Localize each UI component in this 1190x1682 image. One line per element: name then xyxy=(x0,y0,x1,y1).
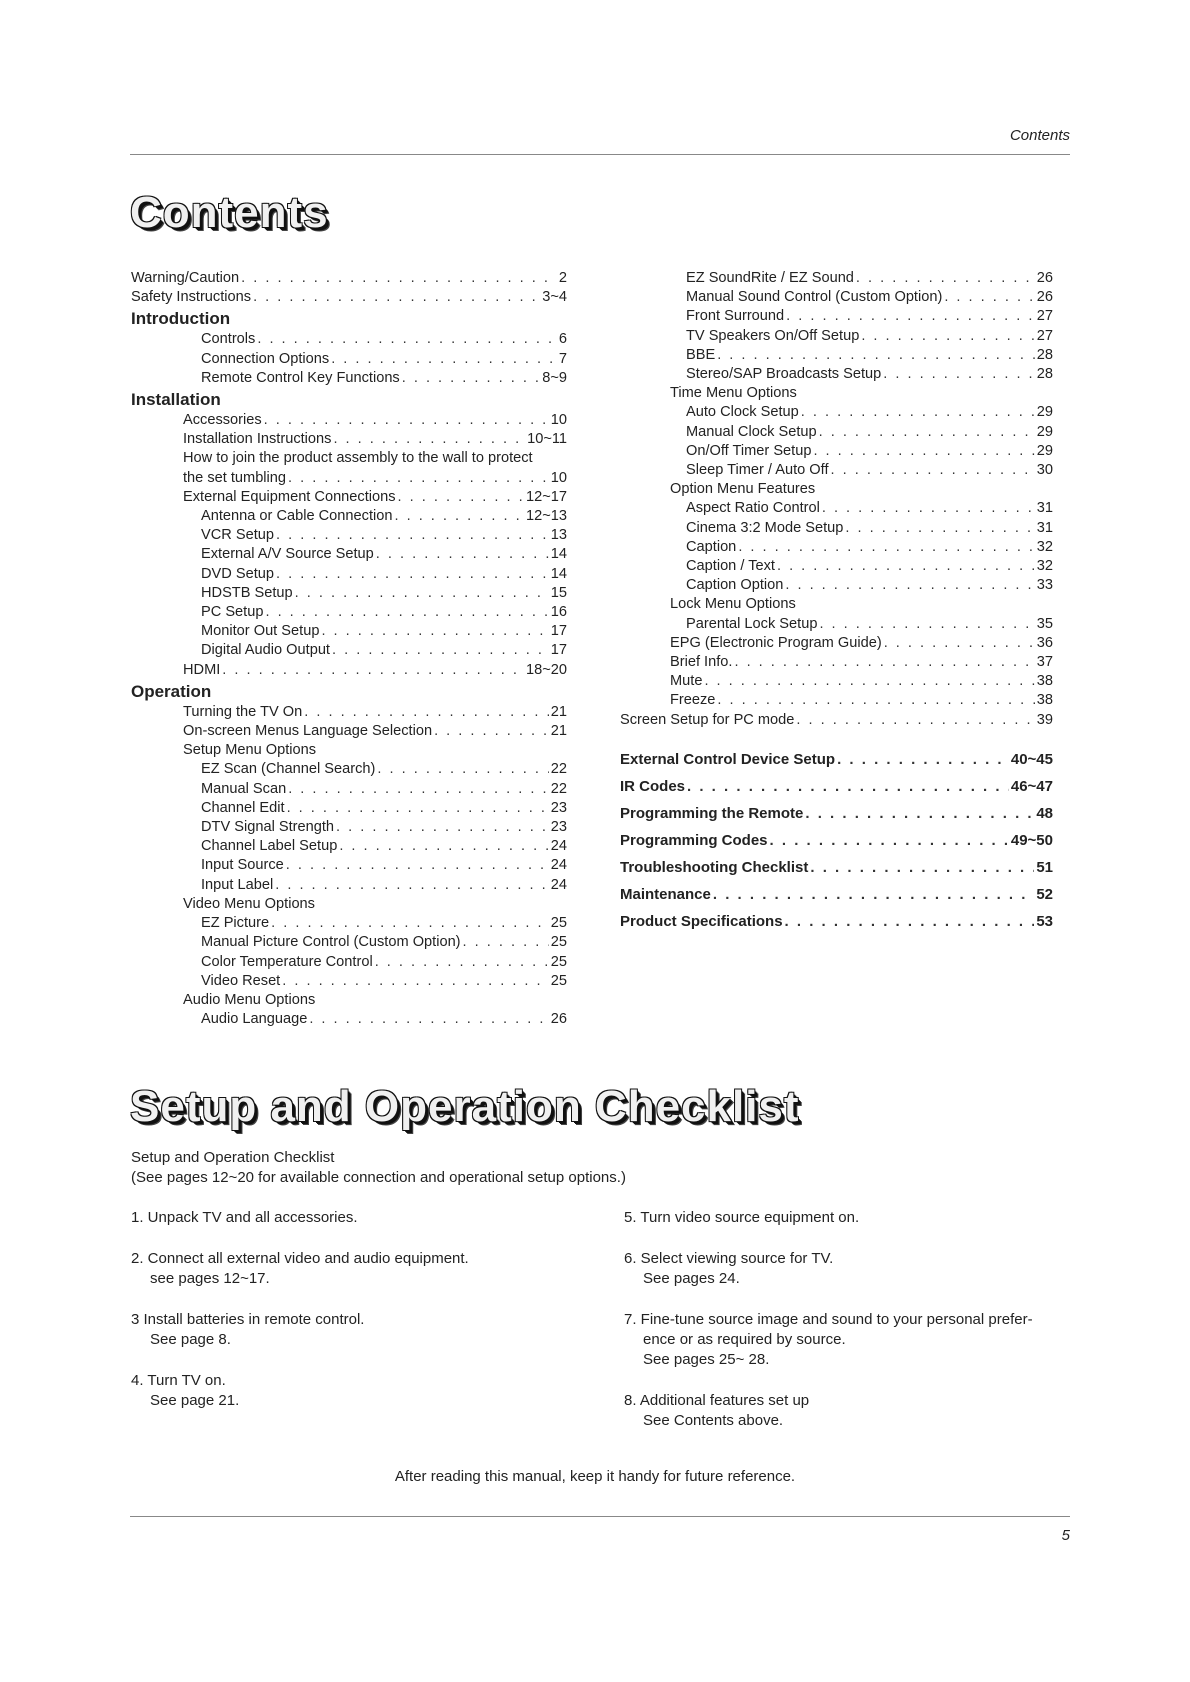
toc-entry xyxy=(131,288,567,307)
toc-entry-title: Connection Options xyxy=(201,350,330,367)
toc-subheading: Setup Menu Options xyxy=(183,742,317,759)
toc-entry-page: 10~11 xyxy=(527,431,567,448)
toc-entry-page: 29 xyxy=(1036,423,1053,440)
toc-entry-page: 28 xyxy=(1036,346,1053,363)
toc-entry-title: On-screen Menus Language Selection xyxy=(183,723,433,740)
toc-entry-page: 38 xyxy=(1036,692,1053,709)
toc-entry-title: Freeze xyxy=(670,692,716,709)
toc-entry-page: 23 xyxy=(550,819,567,836)
toc-entry-page: 51 xyxy=(1036,858,1053,876)
toc-leader-dots xyxy=(770,827,1009,854)
toc-leader-dots xyxy=(884,634,1035,653)
checklist-step xyxy=(131,1208,601,1228)
toc-leader-dots xyxy=(275,876,549,895)
toc-entry-page: 36 xyxy=(1036,634,1053,651)
toc-entry-title: Troubleshooting Checklist xyxy=(620,858,809,876)
checklist-step-reference: See page 8. xyxy=(150,1331,231,1348)
toc-entry-title: Channel Label Setup xyxy=(201,838,338,855)
toc-subheading: How to join the product assembly to the wall to protect xyxy=(183,450,533,467)
toc-entry xyxy=(131,856,567,875)
toc-entry-title: Input Source xyxy=(201,857,284,874)
toc-subheading: Option Menu Features xyxy=(670,481,816,498)
checklist-step xyxy=(131,1249,601,1289)
toc-entry xyxy=(131,818,567,837)
header-divider xyxy=(130,154,1070,155)
toc-entry-page: 18~20 xyxy=(526,661,567,678)
toc-leader-dots xyxy=(738,538,1034,557)
toc-leader-dots xyxy=(713,881,1034,908)
toc-entry-title: Mute xyxy=(670,673,703,690)
toc-leader-dots xyxy=(288,780,549,799)
checklist-step-text: 5. Turn video source equipment on. xyxy=(624,1209,860,1226)
toc-section-heading: Operation xyxy=(131,681,212,701)
toc-entry-title: Caption / Text xyxy=(686,558,775,575)
toc-leader-dots xyxy=(288,469,549,488)
toc-entry-title: Input Label xyxy=(201,876,274,893)
toc-entry xyxy=(620,442,1053,461)
checklist-left-steps xyxy=(131,1208,601,1411)
toc-leader-dots xyxy=(717,691,1034,710)
toc-entry-page: 48 xyxy=(1036,804,1053,822)
toc-entry xyxy=(131,369,567,388)
toc-entry-title: External Equipment Connections xyxy=(183,488,396,505)
toc-entry-title: Installation Instructions xyxy=(183,431,332,448)
checklist-step xyxy=(131,1310,601,1350)
checklist-step-reference: See Contents above. xyxy=(643,1412,784,1429)
toc-entry-page: 7 xyxy=(558,350,567,367)
toc-subheading: Video Menu Options xyxy=(183,895,315,912)
checklist-step xyxy=(624,1249,1070,1289)
toc-leader-dots xyxy=(398,488,524,507)
toc-entry-title: Screen Setup for PC mode xyxy=(620,711,795,728)
toc-entry xyxy=(620,499,1053,518)
toc-leader-dots xyxy=(463,933,549,952)
checklist-intro-note: (See pages 12~20 for available connection and operational setup options.) xyxy=(131,1169,626,1186)
toc-entry-title: Caption xyxy=(686,538,737,555)
toc-subheading: Audio Menu Options xyxy=(183,991,316,1008)
toc-leader-dots xyxy=(810,854,1034,881)
toc-entry-title: Manual Sound Control (Custom Option) xyxy=(686,289,943,306)
toc-entry xyxy=(131,565,567,584)
toc-entry-title: TV Speakers On/Off Setup xyxy=(686,327,860,344)
toc-major-entry xyxy=(620,854,1053,881)
toc-entry xyxy=(131,799,567,818)
toc-leader-dots xyxy=(376,545,549,564)
toc-entry-title: Parental Lock Setup xyxy=(686,615,818,632)
toc-leader-dots xyxy=(253,288,540,307)
toc-leader-dots xyxy=(287,799,549,818)
toc-entry-page: 38 xyxy=(1036,673,1053,690)
checklist-step-reference: See page 21. xyxy=(150,1392,240,1409)
checklist-step-reference: See pages 24. xyxy=(643,1270,740,1287)
toc-entry xyxy=(131,330,567,349)
toc-entry-title: BBE xyxy=(686,346,716,363)
toc-leader-dots xyxy=(883,365,1035,384)
toc-entry-page: 22 xyxy=(550,761,567,778)
checklist-step-text: 2. Connect all external video and audio equipment. xyxy=(131,1250,469,1267)
toc-entry-page: 8~9 xyxy=(542,369,567,386)
toc-major-sections xyxy=(620,746,1053,935)
toc-entry xyxy=(131,661,567,680)
checklist-right-steps xyxy=(624,1208,1070,1431)
toc-entry-page: 24 xyxy=(550,838,567,855)
toc-entry-title: Stereo/SAP Broadcasts Setup xyxy=(686,366,882,383)
toc-entry-page: 23 xyxy=(550,799,567,816)
toc-entry-title: DVD Setup xyxy=(201,565,275,582)
toc-entry-title: Safety Instructions xyxy=(131,289,252,306)
toc-entry xyxy=(131,411,567,430)
toc-entry-title: the set tumbling xyxy=(183,469,287,486)
toc-entry-page: 25 xyxy=(550,934,567,951)
toc-major-entry xyxy=(620,800,1053,827)
toc-entry-page: 32 xyxy=(1036,538,1053,555)
checklist-step-text: 8. Additional features set up xyxy=(624,1392,810,1409)
toc-entry xyxy=(620,365,1053,384)
toc-leader-dots xyxy=(777,557,1035,576)
toc-leader-dots xyxy=(304,703,549,722)
toc-entry-title: Video Reset xyxy=(201,972,281,989)
toc-leader-dots xyxy=(375,953,549,972)
toc-entry xyxy=(620,634,1053,653)
contents-title: Contents xyxy=(130,188,329,237)
toc-leader-dots xyxy=(785,576,1034,595)
toc-entry xyxy=(131,876,567,895)
toc-entry xyxy=(131,1010,567,1029)
toc-leader-dots xyxy=(837,746,1009,773)
toc-entry-page: 31 xyxy=(1036,519,1053,536)
checklist-step xyxy=(624,1310,1070,1370)
toc-leader-dots xyxy=(331,350,557,369)
toc-entry xyxy=(620,288,1053,307)
checklist-step-reference: see pages 12~17. xyxy=(150,1270,270,1287)
page-number: 5 xyxy=(1061,1527,1070,1544)
toc-entry-page: 35 xyxy=(1036,615,1053,632)
toc-leader-dots xyxy=(336,818,549,837)
running-header: Contents xyxy=(1009,127,1070,144)
toc-entry xyxy=(131,780,567,799)
toc-entry xyxy=(131,622,567,641)
toc-leader-dots xyxy=(786,307,1035,326)
toc-entry-page: 3~4 xyxy=(542,289,567,306)
toc-leader-dots xyxy=(321,622,548,641)
toc-subheading: Time Menu Options xyxy=(670,385,797,402)
toc-entry-page: 52 xyxy=(1036,885,1053,903)
checklist-step-reference: ence or as required by source. xyxy=(643,1331,846,1348)
toc-leader-dots xyxy=(687,773,1009,800)
toc-entry-title: Product Specifications xyxy=(620,912,783,930)
toc-entry-title: Programming Codes xyxy=(620,831,768,849)
toc-entry-title: Remote Control Key Functions xyxy=(201,369,400,386)
toc-entry-title: IR Codes xyxy=(620,777,686,795)
toc-entry-page: 21 xyxy=(550,723,567,740)
checklist-intro-title: Setup and Operation Checklist xyxy=(131,1149,335,1166)
toc-leader-dots xyxy=(831,461,1035,480)
toc-major-entry xyxy=(620,773,1053,800)
toc-entry-page: 25 xyxy=(550,953,567,970)
toc-entry-page: 24 xyxy=(550,857,567,874)
checklist-step-text: 3 Install batteries in remote control. xyxy=(131,1311,365,1328)
checklist-step-text: 7. Fine-tune source image and sound to your personal prefer- xyxy=(624,1311,1033,1328)
toc-major-entry xyxy=(620,881,1053,908)
toc-entry-title: HDSTB Setup xyxy=(201,584,293,601)
toc-entry-page: 2 xyxy=(558,270,567,286)
toc-entry-title: Digital Audio Output xyxy=(201,642,330,659)
checklist-step-text: 6. Select viewing source for TV. xyxy=(624,1250,834,1267)
checklist-step xyxy=(624,1208,1070,1228)
toc-entry-title: EZ SoundRite / EZ Sound xyxy=(686,270,854,286)
toc-leader-dots xyxy=(785,908,1035,935)
toc-entry-title: Manual Clock Setup xyxy=(686,423,817,440)
checklist-intro xyxy=(131,1148,626,1188)
checklist-step-reference: See pages 25~ 28. xyxy=(643,1351,770,1368)
toc-entry xyxy=(131,545,567,564)
toc-entry-page: 26 xyxy=(550,1011,567,1028)
toc-entry xyxy=(620,423,1053,442)
toc-entry-page: 17 xyxy=(550,623,567,640)
toc-entry-title: Sleep Timer / Auto Off xyxy=(686,462,829,479)
toc-entry-title: EZ Scan (Channel Search) xyxy=(201,761,376,778)
toc-entry-title: Color Temperature Control xyxy=(201,953,373,970)
toc-entry-page: 29 xyxy=(1036,442,1053,459)
toc-entry xyxy=(620,519,1053,538)
toc-leader-dots xyxy=(333,430,525,449)
toc-leader-dots xyxy=(717,346,1035,365)
toc-leader-dots xyxy=(377,760,548,779)
toc-entry xyxy=(131,837,567,856)
toc-entry-page: 10 xyxy=(550,469,567,486)
toc-entry-title: Aspect Ratio Control xyxy=(686,500,820,517)
toc-entry xyxy=(131,507,567,526)
toc-entry-title: External A/V Source Setup xyxy=(201,546,374,563)
toc-leader-dots xyxy=(805,800,1034,827)
toc-entry-title: Cinema 3:2 Mode Setup xyxy=(686,519,844,536)
toc-entry xyxy=(131,603,567,622)
toc-leader-dots xyxy=(734,653,1034,672)
toc-entry-title: Channel Edit xyxy=(201,799,285,816)
closing-note: After reading this manual, keep it handy for future reference. xyxy=(394,1468,796,1485)
toc-entry xyxy=(620,538,1053,557)
toc-entry-page: 26 xyxy=(1036,270,1053,286)
toc-entry xyxy=(131,972,567,991)
toc-entry xyxy=(620,653,1053,672)
toc-entry-title: HDMI xyxy=(183,661,221,678)
checklist-step-text: 4. Turn TV on. xyxy=(131,1372,226,1389)
toc-entry-page: 14 xyxy=(550,565,567,582)
toc-entry xyxy=(620,711,1053,730)
toc-entry-page: 14 xyxy=(550,546,567,563)
toc-entry xyxy=(131,430,567,449)
toc-entry xyxy=(131,760,567,779)
toc-leader-dots xyxy=(339,837,548,856)
toc-entry-title: Controls xyxy=(201,331,256,348)
toc-entry xyxy=(620,691,1053,710)
toc-leader-dots xyxy=(796,711,1034,730)
toc-entry-title: Caption Option xyxy=(686,577,784,594)
toc-entry xyxy=(131,703,567,722)
toc-entry-title: Manual Picture Control (Custom Option) xyxy=(201,934,461,951)
toc-leader-dots xyxy=(264,411,549,430)
toc-right-list xyxy=(620,269,1053,730)
toc-entry-page: 37 xyxy=(1036,654,1053,671)
toc-entry-page: 10 xyxy=(550,412,567,429)
toc-entry-title: Monitor Out Setup xyxy=(201,623,320,640)
toc-leader-dots xyxy=(257,330,557,349)
toc-entry xyxy=(620,269,1053,288)
toc-entry xyxy=(620,346,1053,365)
toc-major-entry xyxy=(620,746,1053,773)
toc-leader-dots xyxy=(332,641,549,660)
toc-right-column xyxy=(620,269,1053,935)
toc-leader-dots xyxy=(222,661,524,680)
toc-leader-dots xyxy=(434,722,549,741)
toc-entry-title: PC Setup xyxy=(201,604,264,621)
toc-entry-page: 28 xyxy=(1036,366,1053,383)
checklist-step xyxy=(131,1371,601,1411)
toc-entry-page: 25 xyxy=(550,915,567,932)
checklist-step xyxy=(624,1391,1070,1431)
toc-entry xyxy=(131,350,567,369)
toc-entry-page: 40~45 xyxy=(1010,750,1053,768)
toc-leader-dots xyxy=(276,565,549,584)
toc-entry-page: 26 xyxy=(1036,289,1053,306)
toc-entry-title: Brief Info. xyxy=(670,654,733,671)
toc-entry xyxy=(620,327,1053,346)
toc-major-entry xyxy=(620,827,1053,854)
toc-major-entry xyxy=(620,908,1053,935)
toc-leader-dots xyxy=(856,269,1035,288)
toc-entry-page: 33 xyxy=(1036,577,1053,594)
toc-entry-title: Manual Scan xyxy=(201,780,287,797)
toc-entry-title: EPG (Electronic Program Guide) xyxy=(670,634,882,651)
toc-entry-title: Warning/Caution xyxy=(131,270,240,286)
toc-entry xyxy=(131,914,567,933)
toc-leader-dots xyxy=(944,288,1034,307)
toc-entry-page: 12~13 xyxy=(526,508,567,525)
toc-entry-title: Programming the Remote xyxy=(620,804,804,822)
toc-entry-title: On/Off Timer Setup xyxy=(686,442,812,459)
toc-leader-dots xyxy=(241,269,557,288)
toc-entry-page: 31 xyxy=(1036,500,1053,517)
toc-entry-title: DTV Signal Strength xyxy=(201,819,335,836)
toc-leader-dots xyxy=(813,442,1034,461)
toc-entry xyxy=(620,615,1053,634)
toc-leader-dots xyxy=(276,526,549,545)
toc-subheading: Lock Menu Options xyxy=(670,596,796,613)
toc-entry-page: 12~17 xyxy=(526,488,567,505)
toc-leader-dots xyxy=(861,327,1034,346)
toc-entry-title: Accessories xyxy=(183,412,262,429)
checklist-title: Setup and Operation Checklist xyxy=(130,1082,800,1131)
toc-entry xyxy=(131,526,567,545)
toc-section-heading: Introduction xyxy=(131,309,231,329)
toc-entry-title: VCR Setup xyxy=(201,527,275,544)
toc-entry xyxy=(131,722,567,741)
toc-leader-dots xyxy=(845,519,1034,538)
toc-entry-page: 53 xyxy=(1036,912,1053,930)
toc-left-column xyxy=(131,269,567,1029)
toc-section-heading: Installation xyxy=(131,390,221,410)
toc-entry xyxy=(620,461,1053,480)
toc-entry-page: 6 xyxy=(558,331,567,348)
toc-entry xyxy=(131,269,567,288)
footer-divider xyxy=(130,1516,1070,1517)
toc-leader-dots xyxy=(286,856,549,875)
toc-entry-page: 39 xyxy=(1036,711,1053,728)
toc-entry-title: Maintenance xyxy=(620,885,711,903)
toc-entry xyxy=(620,672,1053,691)
toc-leader-dots xyxy=(704,672,1034,691)
toc-entry-page: 30 xyxy=(1036,462,1053,479)
toc-entry xyxy=(620,403,1053,422)
toc-entry-page: 16 xyxy=(550,604,567,621)
toc-leader-dots xyxy=(394,507,524,526)
toc-entry xyxy=(620,557,1053,576)
toc-leader-dots xyxy=(295,584,549,603)
checklist-step-text: 1. Unpack TV and all accessories. xyxy=(131,1209,358,1226)
toc-entry-page: 25 xyxy=(550,972,567,989)
toc-leader-dots xyxy=(402,369,541,388)
toc-entry xyxy=(131,584,567,603)
toc-entry xyxy=(131,641,567,660)
toc-entry-page: 15 xyxy=(550,584,567,601)
toc-entry-page: 49~50 xyxy=(1010,831,1053,849)
toc-leader-dots xyxy=(822,499,1035,518)
toc-entry-title: Antenna or Cable Connection xyxy=(201,508,393,525)
toc-entry-page: 32 xyxy=(1036,558,1053,575)
toc-leader-dots xyxy=(801,403,1035,422)
toc-leader-dots xyxy=(309,1010,548,1029)
toc-entry-title: External Control Device Setup xyxy=(620,750,836,768)
toc-entry-title: EZ Picture xyxy=(201,915,270,932)
toc-entry-page: 27 xyxy=(1036,327,1053,344)
toc-entry-page: 24 xyxy=(550,876,567,893)
toc-entry-title: Audio Language xyxy=(201,1011,308,1028)
toc-entry-page: 21 xyxy=(550,703,567,720)
toc-entry-page: 22 xyxy=(550,780,567,797)
toc-entry xyxy=(620,576,1053,595)
toc-entry xyxy=(131,933,567,952)
toc-entry-page: 17 xyxy=(550,642,567,659)
toc-entry-page: 27 xyxy=(1036,308,1053,325)
toc-entry-title: Auto Clock Setup xyxy=(686,404,799,421)
toc-leader-dots xyxy=(282,972,549,991)
toc-leader-dots xyxy=(265,603,548,622)
toc-entry-title: Front Surround xyxy=(686,308,785,325)
toc-leader-dots xyxy=(819,615,1034,634)
toc-entry xyxy=(131,488,567,507)
toc-leader-dots xyxy=(271,914,549,933)
toc-entry-title: Turning the TV On xyxy=(183,703,303,720)
toc-entry-page: 46~47 xyxy=(1010,777,1053,795)
toc-entry xyxy=(131,469,567,488)
toc-leader-dots xyxy=(819,423,1035,442)
toc-entry xyxy=(131,953,567,972)
toc-entry xyxy=(620,307,1053,326)
toc-entry-page: 13 xyxy=(550,527,567,544)
toc-entry-page: 29 xyxy=(1036,404,1053,421)
